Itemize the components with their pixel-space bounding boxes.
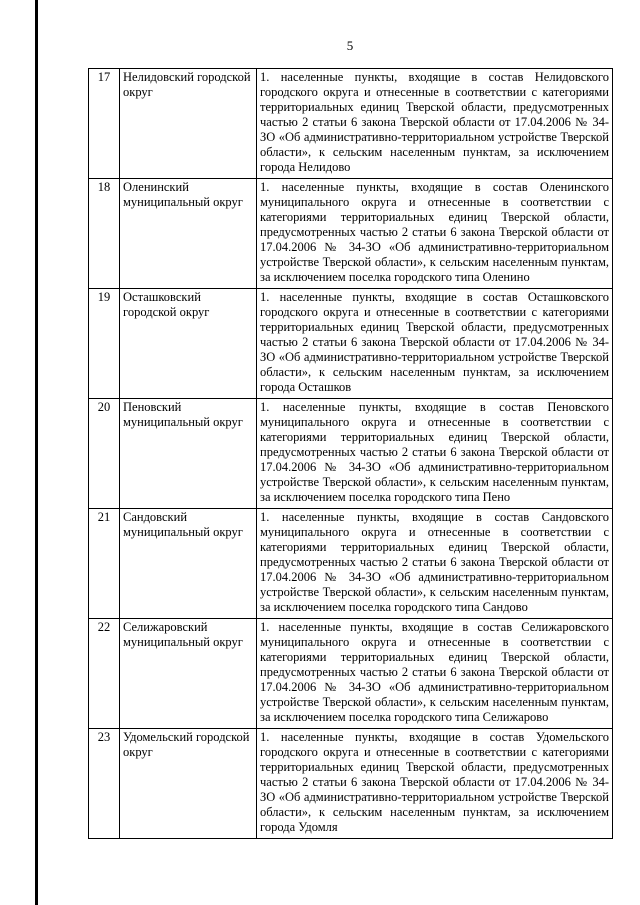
table-row — [89, 69, 613, 179]
row-description: 1. населенные пункты, входящие в состав Пеновского муниципального округа и отнесенные в соответствии с категориями территориальных единиц Тверской области, предусмотренных частью 2 статьи 6 закона Тверской области от 17.04.2006 № 34-ЗО «Об административно-территориальном устройстве Тверской области», к сельским населенным пунктам, за исключением поселка городского типа Пено — [257, 399, 613, 509]
row-number: 22 — [89, 619, 120, 729]
row-municipality-name: Осташковский городской округ — [120, 289, 257, 399]
table-row — [89, 509, 613, 619]
page-number: 5 — [346, 38, 354, 53]
row-number: 19 — [89, 289, 120, 399]
row-number: 18 — [89, 179, 120, 289]
row-municipality-name: Пеновский муниципальный округ — [120, 399, 257, 509]
table-row — [89, 289, 613, 399]
row-description: 1. населенные пункты, входящие в состав Удомельского городского округа и отнесенные в соответствии с категориями территориальных единиц Тверской области, предусмотренных частью 2 статьи 6 закона Тверской области от 17.04.2006 № 34-ЗО «Об административно-территориальном устройстве Тверской области», к сельским населенным пунктам, за исключением города Удомля — [257, 729, 613, 839]
row-description: 1. населенные пункты, входящие в состав Сандовского муниципального округа и отнесенные в соответствии с категориями территориальных единиц Тверской области, предусмотренных частью 2 статьи 6 закона Тверской области от 17.04.2006 № 34-ЗО «Об административно-территориальном устройстве Тверской области», к сельским населенным пунктам, за исключением поселка городского типа Сандово — [257, 509, 613, 619]
table-row — [89, 729, 613, 839]
row-municipality-name: Оленинский муниципальный округ — [120, 179, 257, 289]
table-body — [89, 69, 613, 839]
row-number: 20 — [89, 399, 120, 509]
row-number: 21 — [89, 509, 120, 619]
row-municipality-name: Нелидовский городской округ — [120, 69, 257, 179]
row-description: 1. населенные пункты, входящие в состав Оленинского муниципального округа и отнесенные в соответствии с категориями территориальных единиц Тверской области, предусмотренных частью 2 статьи 6 закона Тверской области от 17.04.2006 № 34-ЗО «Об административно-территориальном устройстве Тверской области», к сельским населенным пунктам, за исключением поселка городского типа Оленино — [257, 179, 613, 289]
row-municipality-name: Удомельский городской округ — [120, 729, 257, 839]
row-description: 1. населенные пункты, входящие в состав Нелидовского городского округа и отнесенные в соответствии с категориями территориальных единиц Тверской области, предусмотренных частью 2 статьи 6 закона Тверской области от 17.04.2006 № 34-ЗО «Об административно-территориальном устройстве Тверской области», к сельским населенным пунктам, за исключением города Нелидово — [257, 69, 613, 179]
municipalities-table — [88, 68, 613, 839]
table-row — [89, 399, 613, 509]
row-municipality-name: Селижаровский муниципальный округ — [120, 619, 257, 729]
page-left-border-line — [35, 0, 38, 905]
table-row — [89, 619, 613, 729]
row-municipality-name: Сандовский муниципальный округ — [120, 509, 257, 619]
row-number: 23 — [89, 729, 120, 839]
table-row — [89, 179, 613, 289]
row-description: 1. населенные пункты, входящие в состав Селижаровского муниципального округа и отнесенные в соответствии с категориями территориальных единиц Тверской области, предусмотренных частью 2 статьи 6 закона Тверской области от 17.04.2006 № 34-ЗО «Об административно-территориальном устройстве Тверской области», к сельским населенным пунктам, за исключением поселка городского типа Селижарово — [257, 619, 613, 729]
row-description: 1. населенные пункты, входящие в состав Осташковского городского округа и отнесенные в соответствии с категориями территориальных единиц Тверской области, предусмотренных частью 2 статьи 6 закона Тверской области от 17.04.2006 № 34-ЗО «Об административно-территориальном устройстве Тверской области», к сельским населенным пунктам, за исключением города Осташков — [257, 289, 613, 399]
row-number: 17 — [89, 69, 120, 179]
